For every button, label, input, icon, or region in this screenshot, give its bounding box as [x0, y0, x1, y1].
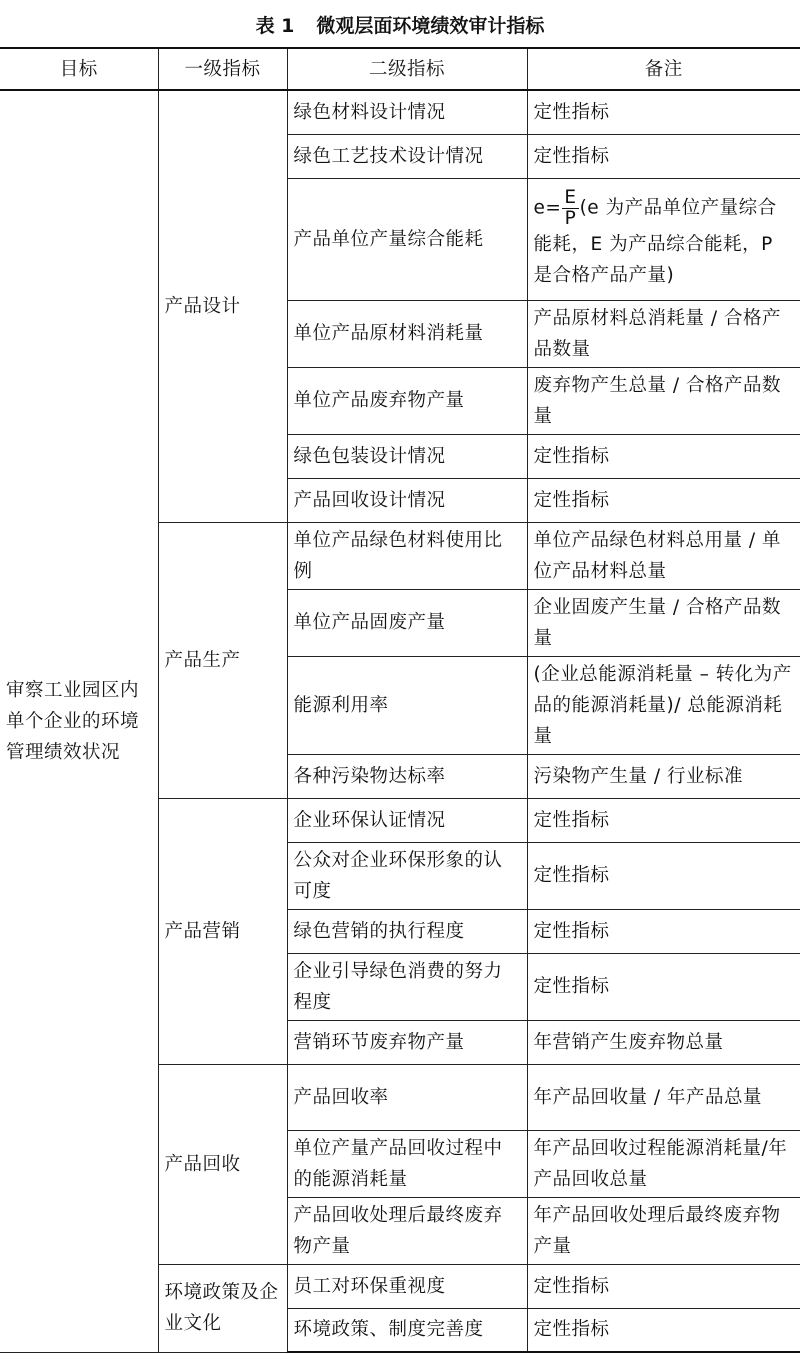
level2-cell: 单位产品固废产量 — [287, 589, 527, 656]
note-cell: 定性指标 — [527, 842, 800, 909]
note-cell: (企业总能源消耗量 – 转化为产品的能源消耗量)/ 总能源消耗量 — [527, 656, 800, 754]
level2-cell: 产品回收率 — [287, 1064, 527, 1130]
level2-cell: 企业引导绿色消费的努力程度 — [287, 953, 527, 1020]
level1-cell: 产品回收 — [158, 1064, 287, 1264]
level2-cell: 能源利用率 — [287, 656, 527, 754]
level2-cell: 单位产品绿色材料使用比例 — [287, 522, 527, 589]
header-level1: 一级指标 — [158, 48, 287, 90]
note-cell: 定性指标 — [527, 1308, 800, 1352]
level2-cell: 员工对环保重视度 — [287, 1264, 527, 1308]
table-body — [0, 90, 800, 1352]
formula-fraction — [562, 188, 578, 229]
level2-cell: 绿色材料设计情况 — [287, 90, 527, 134]
note-cell: 单位产品绿色材料总用量 / 单位产品材料总量 — [527, 522, 800, 589]
note-cell: 年产品回收过程能源消耗量/年产品回收总量 — [527, 1130, 800, 1197]
note-cell: 污染物产生量 / 行业标准 — [527, 754, 800, 798]
level2-cell: 产品回收处理后最终废弃物产量 — [287, 1197, 527, 1264]
audit-indicator-table — [0, 47, 800, 1353]
note-cell: 年产品回收量 / 年产品总量 — [527, 1064, 800, 1130]
level2-cell: 营销环节废弃物产量 — [287, 1020, 527, 1064]
header-row — [0, 48, 800, 90]
level2-cell: 产品回收设计情况 — [287, 478, 527, 522]
level1-cell: 产品营销 — [158, 798, 287, 1064]
level2-cell: 单位产品原材料消耗量 — [287, 300, 527, 367]
table-title: 微观层面环境绩效审计指标 — [316, 15, 545, 37]
note-cell: 企业固废产生量 / 合格产品数量 — [527, 589, 800, 656]
level2-cell: 绿色包装设计情况 — [287, 434, 527, 478]
header-goal: 目标 — [0, 48, 158, 90]
level2-cell: 产品单位产量综合能耗 — [287, 178, 527, 300]
table-row — [0, 90, 800, 134]
note-cell: 定性指标 — [527, 134, 800, 178]
level2-cell: 绿色工艺技术设计情况 — [287, 134, 527, 178]
level1-cell: 环境政策及企业文化 — [158, 1264, 287, 1352]
note-cell — [527, 178, 800, 300]
level2-cell: 公众对企业环保形象的认可度 — [287, 842, 527, 909]
table-caption — [0, 6, 800, 46]
level2-cell: 单位产品废弃物产量 — [287, 367, 527, 434]
note-text: (e 为产品单位产量综合能耗，E 为产品综合能耗，P 是合格产品产量) — [533, 197, 777, 286]
formula-numerator: E — [564, 186, 577, 208]
note-cell: 定性指标 — [527, 434, 800, 478]
goal-cell: 审察工业园区内单个企业的环境管理绩效状况 — [0, 90, 158, 1352]
level1-cell: 产品生产 — [158, 522, 287, 798]
note-cell: 定性指标 — [527, 1264, 800, 1308]
note-cell: 定性指标 — [527, 478, 800, 522]
note-cell: 定性指标 — [527, 953, 800, 1020]
header-level2: 二级指标 — [287, 48, 527, 90]
level2-cell: 各种污染物达标率 — [287, 754, 527, 798]
formula-denominator: P — [564, 207, 577, 229]
level2-cell: 企业环保认证情况 — [287, 798, 527, 842]
level2-cell: 绿色营销的执行程度 — [287, 909, 527, 953]
table-number: 表 1 — [255, 15, 295, 37]
note-cell: 定性指标 — [527, 798, 800, 842]
level2-cell: 单位产量产品回收过程中的能源消耗量 — [287, 1130, 527, 1197]
formula-lhs: e= — [533, 197, 562, 218]
note-cell: 年营销产生废弃物总量 — [527, 1020, 800, 1064]
header-note: 备注 — [527, 48, 800, 90]
note-cell: 定性指标 — [527, 909, 800, 953]
note-cell: 年产品回收处理后最终废弃物产量 — [527, 1197, 800, 1264]
level1-cell: 产品设计 — [158, 90, 287, 522]
note-cell: 废弃物产生总量 / 合格产品数量 — [527, 367, 800, 434]
level2-cell: 环境政策、制度完善度 — [287, 1308, 527, 1352]
note-cell: 产品原材料总消耗量 / 合格产品数量 — [527, 300, 800, 367]
note-cell: 定性指标 — [527, 90, 800, 134]
